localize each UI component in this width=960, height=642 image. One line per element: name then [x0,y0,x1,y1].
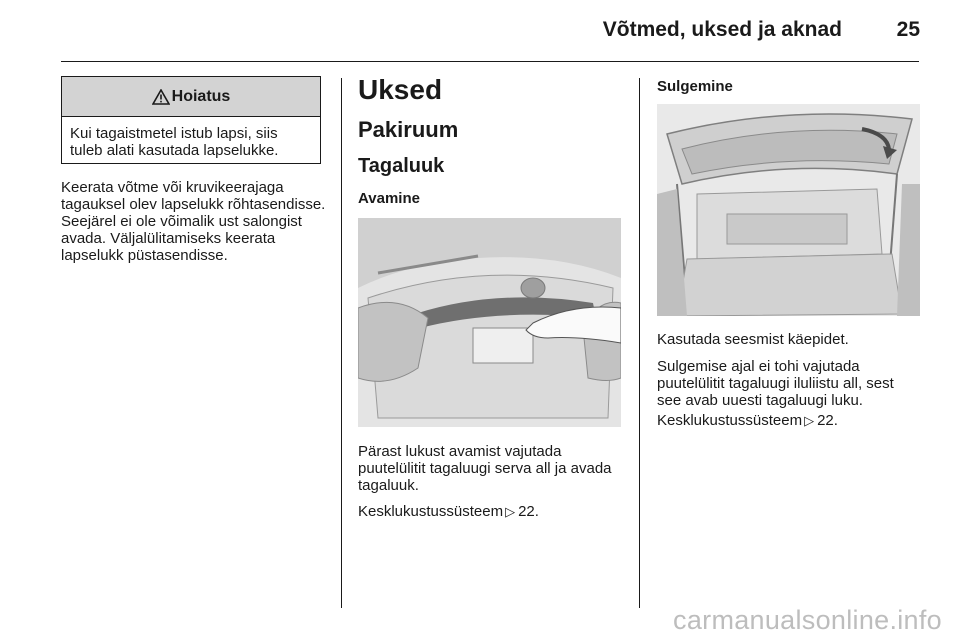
crossref-text: Kesklukustussüsteem [358,503,504,520]
crossref-central-locking-1[interactable] [358,503,539,520]
warning-triangle-icon [152,89,170,105]
child-lock-paragraph: Keerata võtme või kruvikeerajaga tagauksel olev lapselukk rõhtasendisse. Seejärel ei ole võimalik ust salongist avada. Väljalülitamiseks keerata lapselukk püstasendisse. [61,179,326,264]
crossref-text: Kesklukustussüsteem [657,412,803,429]
warning-heading: Hoiatus [171,87,231,105]
closing-paragraph-1: Kasutada seesmist käepidet. [657,331,849,348]
subheading-closing: Sulgemine [657,78,733,95]
tailgate-opening-illustration [358,218,621,427]
crossref-page: 22. [518,503,539,520]
subheading-opening: Avamine [358,190,420,207]
crossref-arrow-icon: ▷ [804,413,815,428]
section-heading-luggage: Pakiruum [358,117,459,142]
column-divider-1 [341,78,342,608]
page-number: 25 [896,18,920,41]
warning-text: Kui tagaistmetel istub lapsi, siis tuleb alati kasutada lapselukke. [70,125,279,159]
warning-box [61,76,321,164]
crossref-central-locking-2[interactable] [657,412,838,429]
crossref-page: 22. [817,412,838,429]
opening-paragraph: Pärast lukust avamist vajutada puutelülitit tagaluugi serva all ja avada tagaluuk. [358,443,612,494]
page-header-title: Võtmed, uksed ja aknad [602,18,842,41]
warning-header [62,77,320,117]
tailgate-closing-illustration [657,104,920,316]
watermark: carmanualsonline.info [673,605,942,635]
crossref-arrow-icon: ▷ [505,504,516,519]
column-divider-2 [639,78,640,608]
section-heading-tailgate: Tagaluuk [358,155,445,177]
closing-paragraph-2: Sulgemise ajal ei tohi vajutada puutelülitit tagaluugi iluliistu all, sest see avab uuesti tagaluugi luku. [657,358,894,409]
section-heading-doors: Uksed [358,74,443,105]
header-divider [61,61,919,62]
